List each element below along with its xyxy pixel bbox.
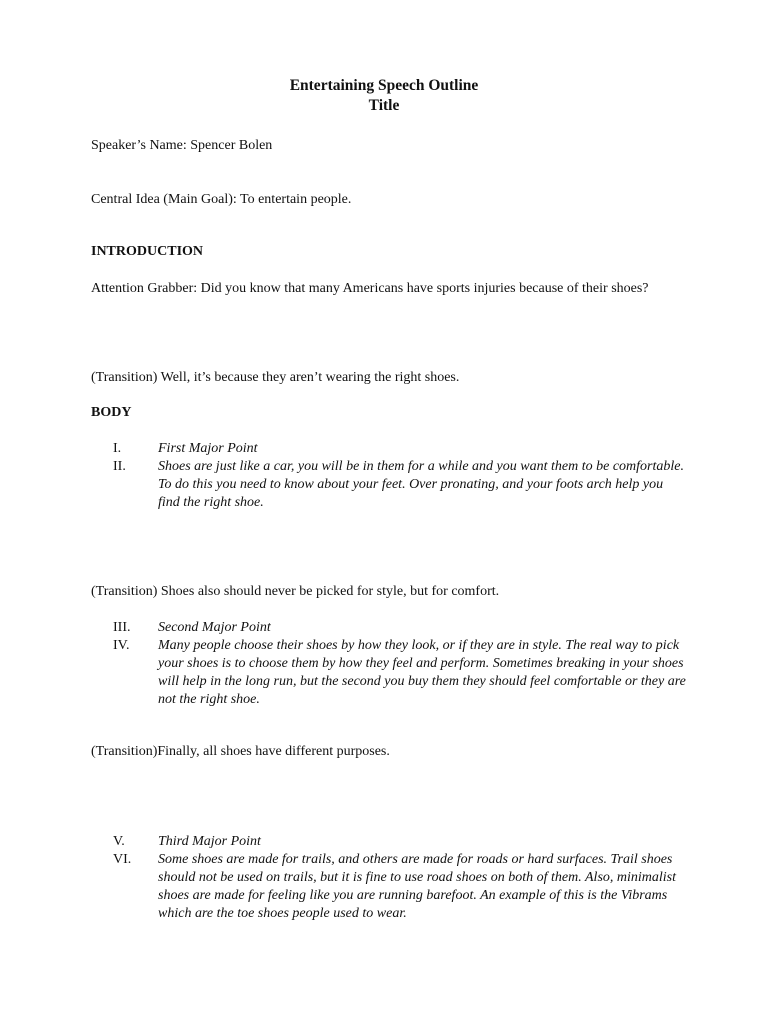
attention-grabber: Attention Grabber: Did you know that many Americans have sports injuries because of their shoes? xyxy=(91,281,649,296)
title-line-1: Entertaining Speech Outline xyxy=(289,77,479,94)
speaker-name: Speaker’s Name: Spencer Bolen xyxy=(91,138,273,153)
title-line-2: Title xyxy=(368,97,400,114)
outline-item xyxy=(113,637,688,709)
outline-text: Shoes are just like a car, you will be in them for a while and you want them to be comfortable. To do this you need to know about your feet. Over pronating, and your foots arch help you find the right shoe. xyxy=(158,459,684,510)
outline-text: Second Major Point xyxy=(158,620,271,635)
outline-text: Some shoes are made for trails, and others are made for roads or hard surfaces. Trail shoes should not be used on trails, but it is fine to use road shoes on both of them. Also, minimalist shoes are made for feeling like you are running barefoot. An example of this is the Vibrams which are the toe shoes people used to wear. xyxy=(158,852,677,921)
outline-item xyxy=(113,440,688,458)
transition-intro: (Transition) Well, it’s because they aren’t wearing the right shoes. xyxy=(91,370,460,385)
outline-number: VI. xyxy=(113,852,132,867)
introduction-heading: INTRODUCTION xyxy=(91,244,204,259)
outline-text: Many people choose their shoes by how they look, or if they are in style. The real way to pick your shoes is to choose them by how they feel and perform. Sometimes breaking in your shoes will help in the long run, but the second you buy them they should feel comfortable or they are not the right shoe. xyxy=(158,638,686,707)
central-idea: Central Idea (Main Goal): To entertain people. xyxy=(91,192,352,207)
outline-item xyxy=(113,619,688,637)
outline-item xyxy=(113,833,688,851)
outline-group-2 xyxy=(113,619,688,709)
outline-number: II. xyxy=(113,459,126,474)
body-heading: BODY xyxy=(91,405,132,420)
outline-number: III. xyxy=(113,620,131,635)
outline-text: Third Major Point xyxy=(158,834,261,849)
outline-number: V. xyxy=(113,834,125,849)
document-title xyxy=(0,76,768,116)
transition-1: (Transition) Shoes also should never be picked for style, but for comfort. xyxy=(91,584,500,599)
outline-item xyxy=(113,851,688,923)
outline-group-1 xyxy=(113,440,688,512)
outline-text: First Major Point xyxy=(158,441,258,456)
outline-number: I. xyxy=(113,441,122,456)
outline-group-3 xyxy=(113,833,688,923)
outline-number: IV. xyxy=(113,638,130,653)
outline-item xyxy=(113,458,688,512)
transition-2: (Transition)Finally, all shoes have different purposes. xyxy=(91,744,390,759)
